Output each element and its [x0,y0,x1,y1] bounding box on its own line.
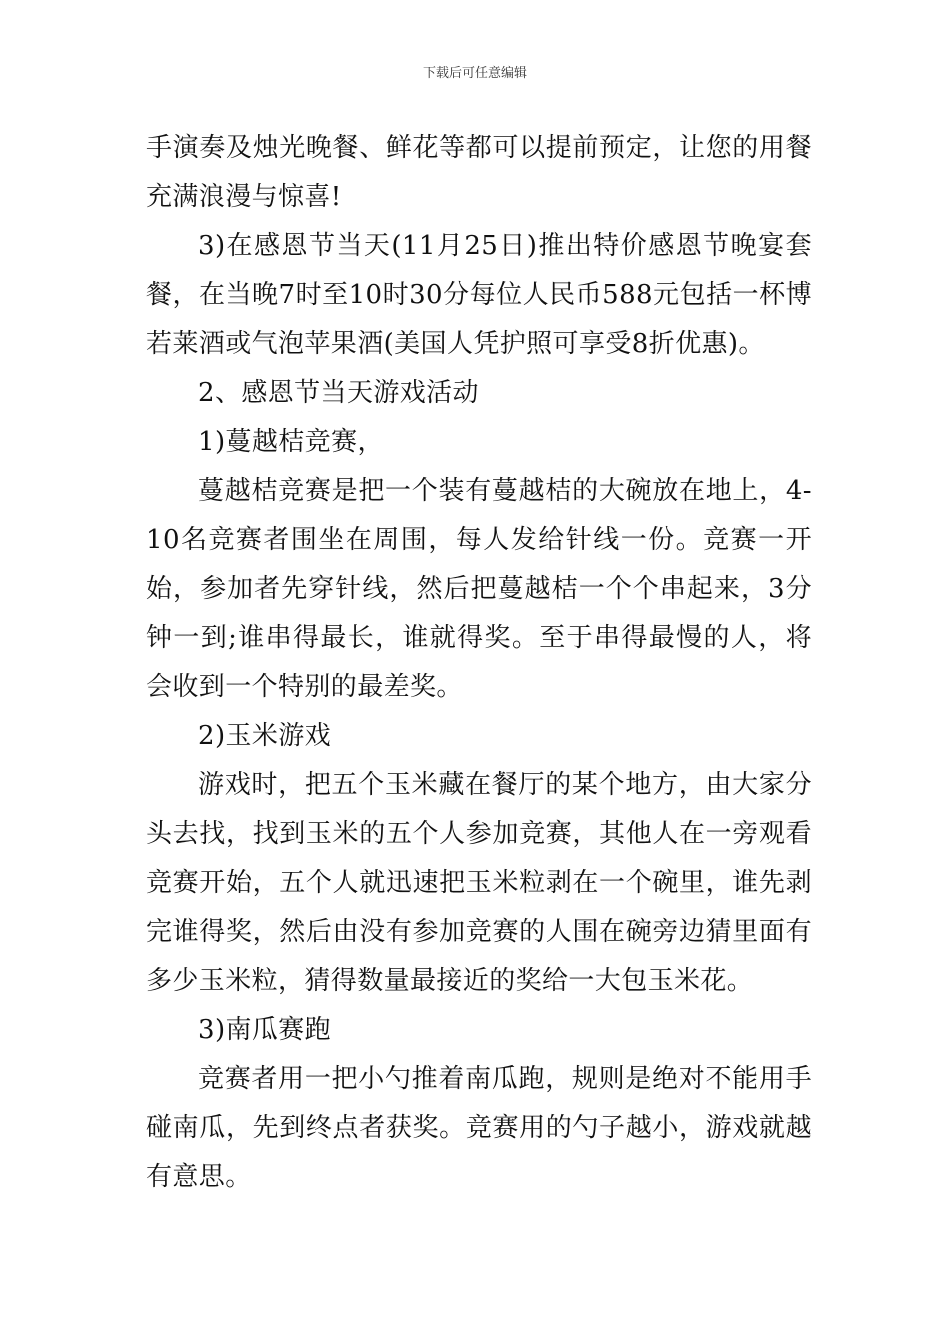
page-header-note: 下载后可任意编辑 [422,66,527,81]
document-body [146,124,812,1202]
subheading-cranberry-contest: 1)蔓越桔竞赛， [198,427,384,457]
paragraph-thanksgiving-set-menu: 3)在感恩节当天(11月25日)推出特价感恩节晚宴套餐，在当晚7时至10时30分每位人民币588元包括一杯博若莱酒或气泡苹果酒(美国人凭护照可享受8折优惠)。 [146,231,812,359]
subheading-pumpkin-race: 3)南瓜赛跑 [198,1015,332,1045]
paragraph-dinner-booking: 手演奏及烛光晚餐、鲜花等都可以提前预定，让您的用餐充满浪漫与惊喜! [146,133,812,212]
paragraph-pumpkin-race: 竞赛者用一把小勺推着南瓜跑，规则是绝对不能用手碰南瓜，先到终点者获奖。竞赛用的勺子越小，游戏就越有意思。 [146,1064,812,1192]
paragraph-corn-game: 游戏时，把五个玉米藏在餐厅的某个地方，由大家分头去找，找到玉米的五个人参加竞赛，其他人在一旁观看竞赛开始，五个人就迅速把玉米粒剥在一个碗里，谁先剥完谁得奖，然后由没有参加竞赛的人围在碗旁边猜里面有多少玉米粒，猜得数量最接近的奖给一大包玉米花。 [146,770,812,996]
section-heading-games: 2、感恩节当天游戏活动 [198,378,479,408]
paragraph-cranberry-contest: 蔓越桔竞赛是把一个装有蔓越桔的大碗放在地上，4-10名竞赛者围坐在周围，每人发给针线一份。竞赛一开始，参加者先穿针线，然后把蔓越桔一个个串起来，3分钟一到;谁串得最长，谁就得奖。至于串得最慢的人，将会收到一个特别的最差奖。 [146,476,812,702]
subheading-corn-game: 2)玉米游戏 [198,721,332,751]
